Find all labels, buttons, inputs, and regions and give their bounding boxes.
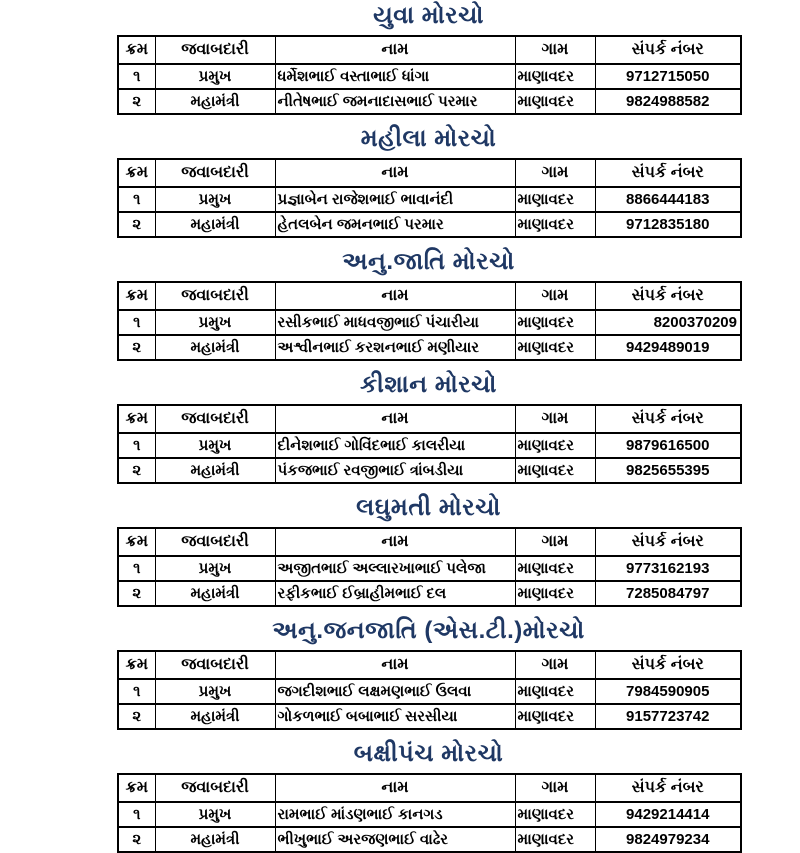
cell-phone: 9429489019 [595,335,741,360]
section-title: બક્ષીપંચ મોરચો [353,740,504,767]
table-row [118,581,741,606]
header-name: નામ [275,405,515,433]
cell-phone: 9824988582 [595,89,741,114]
cell-serial: ૧ [118,679,155,704]
header-name: નામ [275,528,515,556]
cell-serial: ૧ [118,802,155,827]
cell-serial: ૨ [118,704,155,729]
section-title: લઘુમતી મોરચો [356,494,501,521]
header-serial: ક્રમ [118,36,155,64]
morcho-section [117,616,740,730]
cell-responsibility: મહામંત્રી [155,581,275,606]
cell-responsibility: પ્રમુખ [155,433,275,458]
header-contact-number: સંપર્ક નંબર [595,159,741,187]
header-village: ગામ [515,651,595,679]
section-title: મહીલા મોરચો [360,125,497,152]
contact-table [117,773,742,853]
cell-village: માણાવદર [515,187,595,212]
contact-table [117,281,742,361]
header-serial: ક્રમ [118,282,155,310]
cell-responsibility: પ્રમુખ [155,556,275,581]
cell-phone: 9429214414 [595,802,741,827]
cell-name: જગદીશભાઈ લક્ષમણભાઈ ઉલવા [275,679,515,704]
table-header-row [118,528,741,556]
cell-name: રફીકભાઈ ઈબ્રાહીમભાઈ દલ [275,581,515,606]
cell-phone: 9712835180 [595,212,741,237]
header-village: ગામ [515,282,595,310]
table-row [118,212,741,237]
table-header-row [118,405,741,433]
cell-village: માણાવદર [515,310,595,335]
header-serial: ક્રમ [118,405,155,433]
header-village: ગામ [515,528,595,556]
header-village: ગામ [515,159,595,187]
header-responsibility: જવાબદારી [155,651,275,679]
table-header-row [118,159,741,187]
cell-phone: 7984590905 [595,679,741,704]
header-contact-number: સંપર્ક નંબર [595,282,741,310]
header-serial: ક્રમ [118,774,155,802]
cell-serial: ૨ [118,335,155,360]
morcho-section [117,124,740,238]
cell-phone: 9712715050 [595,64,741,89]
cell-serial: ૧ [118,433,155,458]
section-title: અનુ.જનજાતિ (એસ.ટી.)મોરચો [272,617,585,644]
header-responsibility: જવાબદારી [155,282,275,310]
cell-phone: 9157723742 [595,704,741,729]
header-responsibility: જવાબદારી [155,159,275,187]
header-village: ગામ [515,36,595,64]
cell-village: માણાવદર [515,64,595,89]
cell-name: દીનેશભાઈ ગોવિંદભાઈ કાલરીયા [275,433,515,458]
table-row [118,187,741,212]
header-name: નામ [275,159,515,187]
cell-serial: ૨ [118,581,155,606]
table-row [118,433,741,458]
table-row [118,458,741,483]
cell-serial: ૧ [118,64,155,89]
contact-table [117,650,742,730]
cell-name: અશ્વીનભાઈ કરશનભાઈ મણીયાર [275,335,515,360]
table-row [118,802,741,827]
header-name: નામ [275,651,515,679]
cell-name: ધર્મેશભાઈ વસ્તાભાઈ ધાંગા [275,64,515,89]
table-row [118,64,741,89]
header-serial: ક્રમ [118,651,155,679]
cell-village: માણાવદર [515,802,595,827]
cell-village: માણાવદર [515,212,595,237]
cell-village: માણાવદર [515,581,595,606]
header-serial: ક્રમ [118,528,155,556]
cell-serial: ૨ [118,212,155,237]
cell-name: રામભાઈ માંડણભાઈ કાનગડ [275,802,515,827]
cell-name: રસીકભાઈ માધવજીભાઈ પંચારીયા [275,310,515,335]
table-row [118,556,741,581]
cell-village: માણાવદર [515,458,595,483]
morcho-section [117,247,740,361]
cell-responsibility: મહામંત્રી [155,89,275,114]
cell-village: માણાવદર [515,89,595,114]
header-contact-number: સંપર્ક નંબર [595,528,741,556]
cell-name: અજીતભાઈ અલ્લારખાભાઈ પલેજા [275,556,515,581]
header-name: નામ [275,282,515,310]
cell-village: માણાવદર [515,704,595,729]
cell-serial: ૨ [118,827,155,852]
cell-serial: ૨ [118,89,155,114]
cell-responsibility: પ્રમુખ [155,64,275,89]
cell-responsibility: મહામંત્રી [155,212,275,237]
cell-phone: 9879616500 [595,433,741,458]
cell-phone: 9825655395 [595,458,741,483]
header-contact-number: સંપર્ક નંબર [595,651,741,679]
cell-responsibility: મહામંત્રી [155,827,275,852]
cell-village: માણાવદર [515,679,595,704]
table-header-row [118,651,741,679]
section-title: અનુ.જાતિ મોરચો [342,248,515,275]
cell-responsibility: મહામંત્રી [155,458,275,483]
cell-serial: ૧ [118,310,155,335]
cell-responsibility: પ્રમુખ [155,802,275,827]
cell-responsibility: મહામંત્રી [155,704,275,729]
table-row [118,310,741,335]
table-row [118,679,741,704]
header-village: ગામ [515,405,595,433]
cell-phone: 7285084797 [595,581,741,606]
table-row [118,827,741,852]
cell-name: હેતલબેન જમનભાઈ પરમાર [275,212,515,237]
section-title: કીશાન મોરચો [360,371,497,398]
cell-name: પંકજભાઈ રવજીભાઈ ત્રાંબડીયા [275,458,515,483]
cell-name: પ્રજ્ઞાબેન રાજેશભાઈ ભાવાનંદી [275,187,515,212]
cell-responsibility: પ્રમુખ [155,310,275,335]
cell-phone: 8200370209 [595,310,741,335]
contact-table [117,35,742,115]
morcho-section [117,1,740,115]
header-name: નામ [275,774,515,802]
cell-name: ગોકળભાઈ બબાભાઈ સરસીયા [275,704,515,729]
contact-table [117,158,742,238]
cell-village: માણાવદર [515,335,595,360]
cell-responsibility: મહામંત્રી [155,335,275,360]
header-name: નામ [275,36,515,64]
cell-serial: ૧ [118,187,155,212]
header-contact-number: સંપર્ક નંબર [595,774,741,802]
header-contact-number: સંપર્ક નંબર [595,405,741,433]
header-contact-number: સંપર્ક નંબર [595,36,741,64]
table-row [118,89,741,114]
morcho-section [117,493,740,607]
cell-name: નીતેષભાઈ જમનાદાસભાઈ પરમાર [275,89,515,114]
header-village: ગામ [515,774,595,802]
header-responsibility: જવાબદારી [155,36,275,64]
cell-village: માણાવદર [515,827,595,852]
table-row [118,704,741,729]
header-responsibility: જવાબદારી [155,528,275,556]
contact-table [117,404,742,484]
section-title: યુવા મોરચો [373,2,484,29]
cell-serial: ૧ [118,556,155,581]
header-responsibility: જવાબદારી [155,405,275,433]
header-serial: ક્રમ [118,159,155,187]
cell-responsibility: પ્રમુખ [155,187,275,212]
header-responsibility: જવાબદારી [155,774,275,802]
morcho-section [117,739,740,853]
table-header-row [118,282,741,310]
cell-village: માણાવદર [515,556,595,581]
cell-phone: 9824979234 [595,827,741,852]
cell-village: માણાવદર [515,433,595,458]
cell-phone: 9773162193 [595,556,741,581]
morcho-section [117,370,740,484]
contact-table [117,527,742,607]
table-header-row [118,36,741,64]
table-header-row [118,774,741,802]
cell-phone: 8866444183 [595,187,741,212]
cell-name: ભીખુભાઈ અરજણભાઈ વાઢેર [275,827,515,852]
cell-responsibility: પ્રમુખ [155,679,275,704]
cell-serial: ૨ [118,458,155,483]
table-row [118,335,741,360]
